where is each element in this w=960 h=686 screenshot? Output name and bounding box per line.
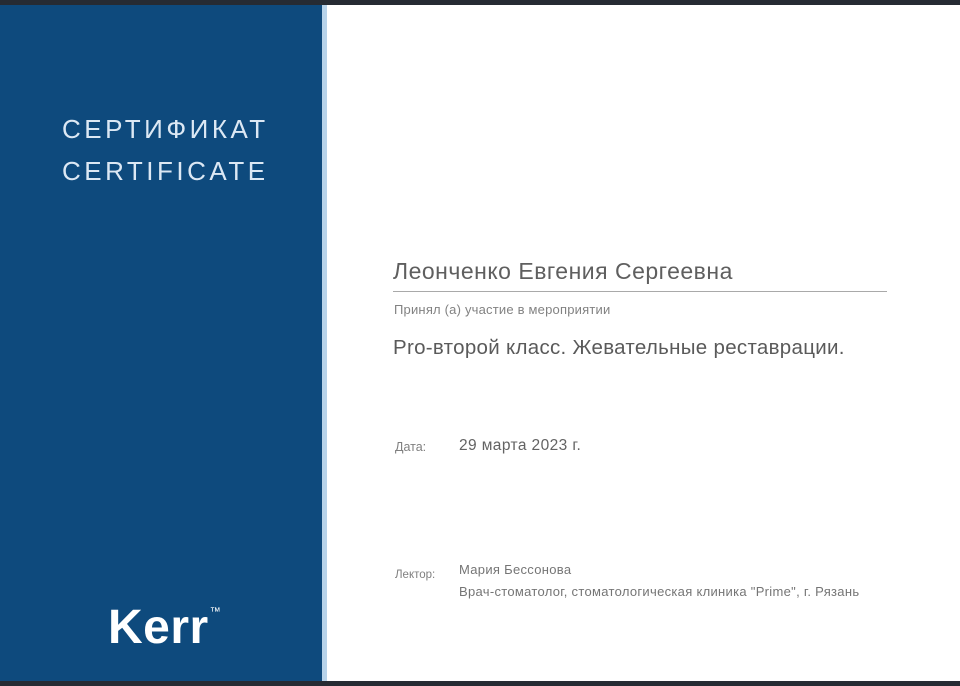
certificate-body: [393, 0, 933, 686]
panel-edge-divider: [322, 0, 327, 686]
participation-text: Принял (а) участие в мероприятии: [394, 302, 611, 317]
date-label: Дата:: [395, 440, 427, 454]
bottom-frame-bar: [0, 681, 960, 686]
certificate-title-russian: СЕРТИФИКАТ: [62, 114, 269, 144]
kerr-logo: [108, 600, 221, 655]
name-underline: [393, 291, 887, 292]
certificate-title-english: CERTIFICATE: [62, 156, 269, 186]
recipient-name: Леонченко Евгения Сергеевна: [393, 258, 733, 284]
lecturer-name: Мария Бессонова: [459, 562, 572, 577]
certificate-left-panel: [0, 0, 322, 686]
lecturer-label: Лектор:: [395, 569, 436, 581]
trademark-symbol: ™: [209, 606, 222, 618]
event-title: Pro-второй класс. Жевательные реставрации.: [393, 336, 845, 359]
kerr-logo-text: Kerr: [108, 601, 209, 654]
lecturer-title: Врач-стоматолог, стоматологическая клиника "Prime", г. Рязань: [459, 584, 860, 599]
date-value: 29 марта 2023 г.: [459, 437, 582, 454]
top-frame-bar: [0, 0, 960, 5]
